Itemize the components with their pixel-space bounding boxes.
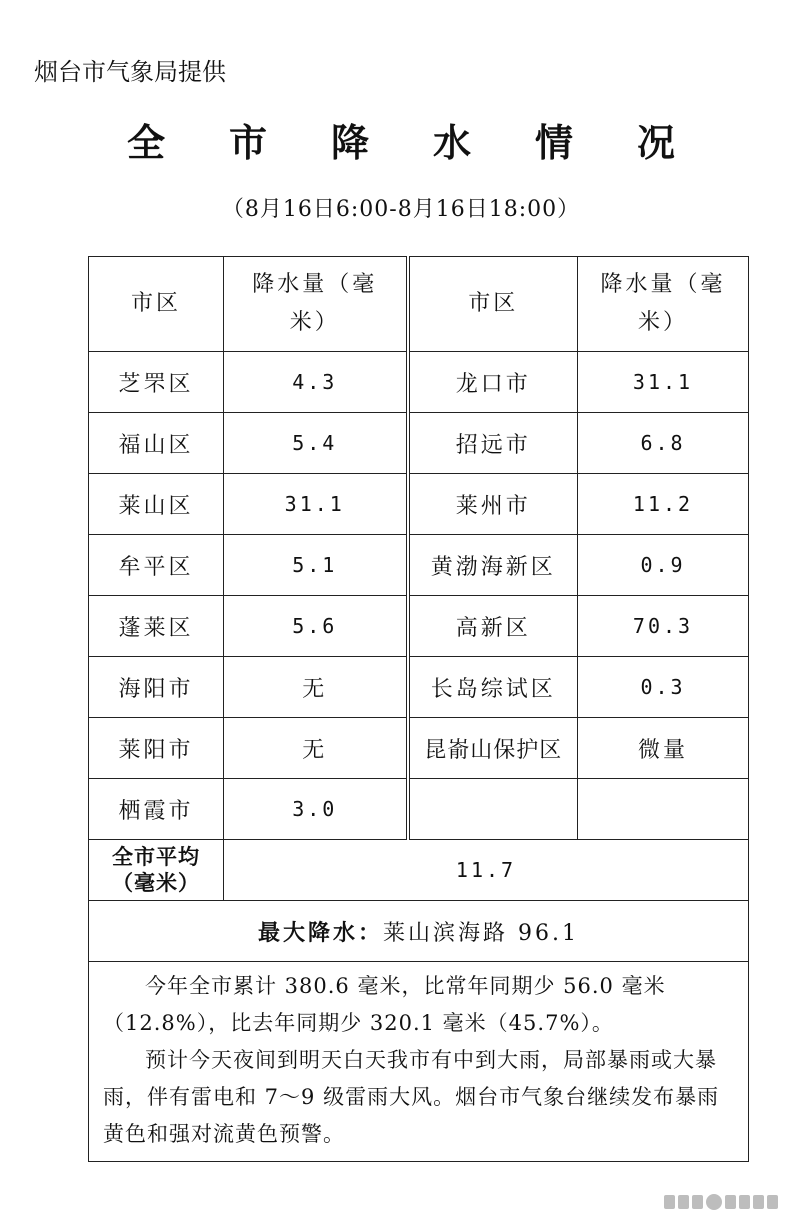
- table-row: [89, 474, 749, 535]
- notes-paragraph: 今年全市累计 380.6 毫米，比常年同期少 56.0 毫米（12.8%），比去年同期少 320.1 毫米（45.7%）。: [103, 974, 666, 1035]
- watermark-mark: [739, 1195, 750, 1209]
- table-row: [89, 657, 749, 718]
- source-label: 烟台市气象局提供: [34, 58, 226, 86]
- district-cell: [408, 779, 578, 840]
- rainfall-cell: 微量: [578, 718, 749, 779]
- table-row: [89, 535, 749, 596]
- watermark-mark: [725, 1195, 736, 1209]
- time-range: （8月16日6:00-8月16日18:00）: [221, 197, 581, 222]
- title-char: 况: [636, 120, 675, 165]
- watermark-mark: [706, 1194, 722, 1210]
- notes-cell: [89, 962, 749, 1162]
- title-char: 情: [534, 120, 573, 165]
- district-cell: 芝罘区: [89, 352, 224, 413]
- district-cell: 昆嵛山保护区: [408, 718, 578, 779]
- district-cell: 招远市: [408, 413, 578, 474]
- district-cell: 莱州市: [408, 474, 578, 535]
- district-cell: 牟平区: [89, 535, 224, 596]
- title-char: 降: [330, 120, 369, 165]
- rainfall-cell: 无: [224, 657, 408, 718]
- table-row: [89, 596, 749, 657]
- header-district: 市区: [408, 257, 578, 352]
- rainfall-cell: 5.6: [224, 596, 408, 657]
- table-row: [89, 718, 749, 779]
- max-rainfall-row: [89, 901, 749, 962]
- rainfall-cell: 5.4: [224, 413, 408, 474]
- max-rainfall-cell: [89, 901, 749, 962]
- rainfall-table: [88, 256, 749, 1162]
- table-header-row: [89, 257, 749, 352]
- rainfall-cell: 11.2: [578, 474, 749, 535]
- average-label: [89, 840, 224, 901]
- rainfall-cell: 31.1: [578, 352, 749, 413]
- page-title: [0, 112, 802, 167]
- header-rainfall-line2: 米）: [637, 310, 688, 335]
- rainfall-cell: 3.0: [224, 779, 408, 840]
- rainfall-cell: 70.3: [578, 596, 749, 657]
- rainfall-cell: 无: [224, 718, 408, 779]
- average-label-line1: 全市平均: [112, 845, 200, 869]
- table-row: [89, 779, 749, 840]
- average-label-line2: （毫米）: [112, 871, 200, 895]
- district-cell: 蓬莱区: [89, 596, 224, 657]
- district-cell: 龙口市: [408, 352, 578, 413]
- average-value: 11.7: [224, 840, 749, 901]
- max-rainfall-label: 最大降水：: [258, 919, 384, 946]
- district-cell: 高新区: [408, 596, 578, 657]
- average-row: [89, 840, 749, 901]
- header-rainfall-line1: 降水量（毫: [600, 272, 726, 297]
- watermark-mark: [692, 1195, 703, 1209]
- rainfall-cell: 4.3: [224, 352, 408, 413]
- title-char: 全: [126, 120, 165, 165]
- district-cell: 福山区: [89, 413, 224, 474]
- district-cell: 莱山区: [89, 474, 224, 535]
- table-row: [89, 352, 749, 413]
- rainfall-cell: 0.9: [578, 535, 749, 596]
- rainfall-cell: 6.8: [578, 413, 749, 474]
- title-char: 水: [432, 120, 471, 165]
- notes-paragraph: 预计今天夜间到明天白天我市有中到大雨，局部暴雨或大暴雨，伴有雷电和 7～9 级雷雨大风。烟台市气象台继续发布暴雨黄色和强对流黄色预警。: [103, 1048, 720, 1146]
- header-rainfall-line2: 米）: [289, 310, 340, 335]
- table-row: [89, 413, 749, 474]
- district-cell: 黄渤海新区: [408, 535, 578, 596]
- watermark-mark: [753, 1195, 764, 1209]
- header-rainfall: [578, 257, 749, 352]
- watermark-mark: [664, 1195, 675, 1209]
- rainfall-cell: 0.3: [578, 657, 749, 718]
- header-district: 市区: [89, 257, 224, 352]
- rainfall-cell: 5.1: [224, 535, 408, 596]
- notes-row: [89, 962, 749, 1162]
- header-rainfall: [224, 257, 408, 352]
- district-cell: 栖霞市: [89, 779, 224, 840]
- max-rainfall-value: 莱山滨海路 96.1: [383, 920, 579, 946]
- title-char: 市: [228, 120, 267, 165]
- district-cell: 长岛综试区: [408, 657, 578, 718]
- rainfall-cell: 31.1: [224, 474, 408, 535]
- watermark-mark: [767, 1195, 778, 1209]
- district-cell: 海阳市: [89, 657, 224, 718]
- watermark: [664, 1194, 778, 1210]
- rainfall-cell: [578, 779, 749, 840]
- header-rainfall-line1: 降水量（毫: [252, 272, 378, 297]
- watermark-mark: [678, 1195, 689, 1209]
- district-cell: 莱阳市: [89, 718, 224, 779]
